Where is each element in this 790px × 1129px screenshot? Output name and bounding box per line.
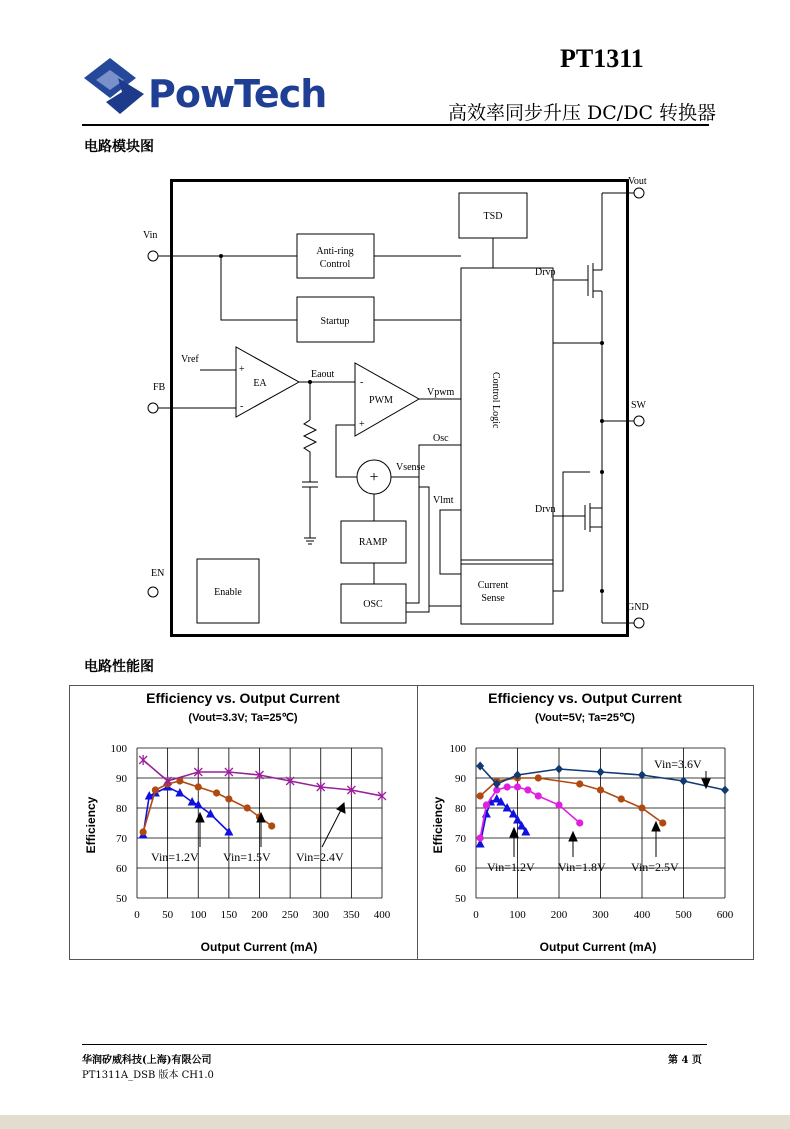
- vin-pin-label: Vin: [143, 230, 158, 241]
- company-logo-text: PowTech: [148, 72, 327, 116]
- x-tick-label: 200: [550, 909, 568, 921]
- block-diagram-heading: 电路模块图: [84, 139, 154, 155]
- curve-label-2v5: Vin=2.5V: [631, 860, 679, 874]
- eaout-label: Eaout: [311, 369, 335, 380]
- data-point: [535, 774, 542, 781]
- enable-label: Enable: [214, 587, 242, 598]
- x-tick-label: 250: [281, 909, 299, 921]
- data-point: [268, 822, 275, 829]
- y-tick-label: 70: [116, 833, 127, 845]
- x-tick-label: 350: [343, 909, 360, 921]
- y-tick-label: 100: [110, 743, 127, 755]
- data-point: [597, 786, 604, 793]
- footer-company: 华润矽威科技(上海)有限公司: [82, 1055, 212, 1066]
- y-axis-label: Efficiency: [84, 796, 98, 854]
- data-point: [195, 783, 202, 790]
- curve-label-1v2: Vin=1.2V: [487, 860, 535, 874]
- current-sense-label-1: Current: [477, 580, 509, 591]
- curve-label-1v2: Vin=1.2V: [151, 850, 199, 864]
- data-point: [206, 809, 215, 818]
- drvp-label: Drvp: [535, 267, 556, 278]
- x-tick-label: 200: [251, 909, 268, 921]
- control-logic-block: [461, 268, 553, 564]
- data-point: [482, 809, 491, 818]
- x-axis-label: Output Current (mA): [539, 940, 657, 954]
- anti-ring-label-2: Control: [319, 259, 351, 270]
- data-point: [483, 801, 490, 808]
- series-line-vin15v: [143, 781, 272, 832]
- part-number: PT1311: [560, 44, 644, 73]
- x-tick-label: 0: [473, 909, 479, 921]
- x-tick-label: 100: [509, 909, 526, 921]
- chart-subtitle: (Vout=3.3V; Ta=25℃): [188, 712, 298, 724]
- footer-page-number: 第 4 页: [668, 1055, 702, 1066]
- sw-pin-label: SW: [631, 400, 646, 411]
- data-point: [721, 786, 729, 795]
- y-tick-label: 80: [455, 803, 466, 815]
- x-axis-label: Output Current (mA): [200, 940, 318, 954]
- startup-label: Startup: [320, 316, 350, 327]
- control-logic-label: Control Logic: [490, 372, 501, 429]
- current-sense-label-2: Sense: [481, 593, 505, 604]
- footer-divider: [82, 1044, 707, 1045]
- x-tick-label: 300: [592, 909, 609, 921]
- x-tick-label: 300: [312, 909, 329, 921]
- y-axis-label: Efficiency: [431, 796, 445, 854]
- curve-label-1v8: Vin=1.8V: [558, 860, 606, 874]
- x-tick-label: 500: [675, 909, 692, 921]
- chart-title: Efficiency vs. Output Current: [146, 690, 340, 706]
- data-point: [535, 792, 542, 799]
- data-point: [638, 804, 645, 811]
- x-tick-label: 100: [190, 909, 207, 921]
- data-point: [504, 783, 511, 790]
- pwm-minus: -: [360, 377, 364, 388]
- curve-label-2v4: Vin=2.4V: [296, 850, 344, 864]
- pwm-plus: +: [359, 419, 365, 430]
- ramp-label: RAMP: [358, 537, 388, 548]
- data-point: [576, 780, 583, 787]
- footer-doc-version: PT1311A_DSB 版本 CH1.0: [82, 1070, 214, 1081]
- y-tick-label: 90: [455, 773, 466, 785]
- data-point: [244, 804, 251, 811]
- series-line-vin18v: [480, 787, 580, 838]
- efficiency-chart-5v: [418, 685, 753, 959]
- data-point: [514, 783, 521, 790]
- anti-ring-label-1: Anti-ring: [316, 246, 354, 257]
- vout-pin-label: Vout: [628, 176, 647, 187]
- data-point: [477, 834, 484, 841]
- summer-plus: +: [369, 469, 379, 486]
- en-pin-label: EN: [151, 568, 165, 579]
- data-point: [140, 828, 147, 835]
- osc-signal-label: Osc: [433, 433, 449, 444]
- ea-amplifier: [236, 347, 299, 417]
- tsd-label: TSD: [483, 211, 503, 222]
- drvn-label: Drvn: [535, 504, 556, 515]
- ea-label: EA: [253, 378, 267, 389]
- x-tick-label: 400: [633, 909, 651, 921]
- data-point: [139, 755, 147, 765]
- y-tick-label: 50: [455, 893, 466, 905]
- vlmt-label: Vlmt: [433, 495, 454, 506]
- data-point: [152, 786, 159, 793]
- x-tick-label: 150: [220, 909, 238, 921]
- data-point: [188, 797, 197, 806]
- y-tick-label: 80: [116, 803, 127, 815]
- chart-subtitle: (Vout=5V; Ta=25℃): [535, 712, 635, 724]
- efficiency-chart-3v3: [69, 685, 417, 959]
- gnd-pin-label: GND: [627, 602, 649, 613]
- ea-minus: -: [240, 401, 244, 412]
- osc-label: OSC: [363, 599, 383, 610]
- y-tick-label: 50: [116, 893, 127, 905]
- performance-heading: 电路性能图: [84, 659, 154, 675]
- ea-plus: +: [239, 364, 245, 375]
- data-point: [524, 786, 531, 793]
- data-point: [555, 801, 562, 808]
- page-bottom-band: [0, 1115, 790, 1129]
- vsense-label: Vsense: [396, 462, 425, 473]
- data-point: [225, 795, 232, 802]
- fb-pin-label: FB: [153, 382, 166, 393]
- y-tick-label: 60: [116, 863, 127, 875]
- data-point: [618, 795, 625, 802]
- x-tick-label: 400: [373, 909, 391, 921]
- data-point: [659, 819, 666, 826]
- chart-title: Efficiency vs. Output Current: [488, 690, 682, 706]
- y-tick-label: 70: [455, 833, 466, 845]
- current-sense-block: [461, 560, 553, 624]
- curve-label-1v5: Vin=1.5V: [223, 850, 271, 864]
- vpwm-label: Vpwm: [427, 387, 455, 398]
- data-point: [555, 765, 563, 774]
- data-point: [477, 792, 484, 799]
- document-subtitle: 高效率同步升压 DC/DC 转换器: [448, 102, 717, 124]
- y-tick-label: 100: [449, 743, 466, 755]
- y-tick-label: 90: [116, 773, 127, 785]
- pwm-label: PWM: [369, 395, 393, 406]
- data-point: [597, 768, 605, 777]
- vref-label: Vref: [181, 354, 199, 365]
- data-point: [213, 789, 220, 796]
- x-tick-label: 600: [716, 909, 734, 921]
- y-tick-label: 60: [455, 863, 466, 875]
- data-point: [576, 819, 583, 826]
- x-tick-label: 50: [162, 909, 174, 921]
- x-tick-label: 0: [134, 909, 140, 921]
- curve-label-3v6: Vin=3.6V: [654, 757, 702, 771]
